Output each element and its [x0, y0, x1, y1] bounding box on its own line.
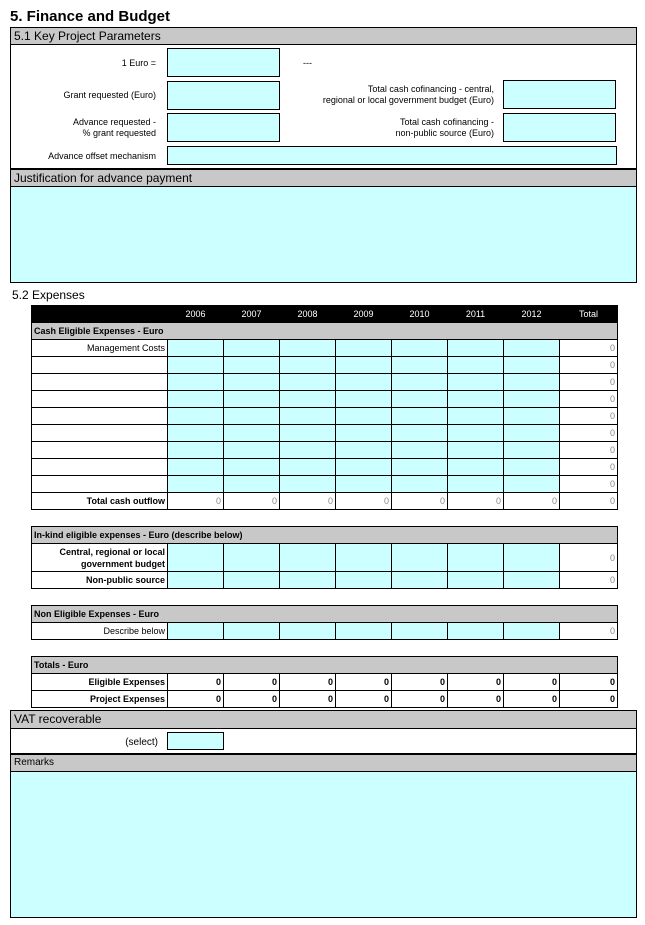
eligible-expenses-row-value-2: 0	[280, 674, 336, 691]
cash-expense-row-3-label	[32, 391, 168, 408]
cash-expense-row-8-input-2011[interactable]	[448, 476, 504, 493]
eligible-expenses-row-value-4: 0	[392, 674, 448, 691]
cash-expense-row-4-input-2006[interactable]	[168, 408, 224, 425]
one-euro-label: 1 Euro =	[121, 58, 156, 68]
one-euro-suffix: ---	[303, 58, 312, 68]
cash-expense-row-0-input-2011[interactable]	[448, 340, 504, 357]
inkind-gov-input-2008[interactable]	[280, 544, 336, 572]
non-eligible-row-input-2009[interactable]	[336, 623, 392, 640]
cash-expense-row-6	[32, 442, 618, 459]
cash-expense-row-0	[32, 340, 618, 357]
inkind-gov-label-line1: Central, regional or local	[59, 546, 165, 557]
cash-expense-row-4-input-2012[interactable]	[504, 408, 560, 425]
header-year-2012: 2012	[504, 306, 560, 323]
cash-expense-row-3-input-2006[interactable]	[168, 391, 224, 408]
cash-expense-row-5-label	[32, 425, 168, 442]
advance-input[interactable]	[167, 113, 280, 142]
total-cash-outflow-row-value-1: 0	[224, 493, 280, 510]
cash-expense-row-2-input-2008[interactable]	[280, 374, 336, 391]
project-expenses-row-value-7: 0	[560, 691, 618, 708]
inkind-nonpublic-row-input-2012[interactable]	[504, 572, 560, 589]
total-cash-outflow-row-value-4: 0	[392, 493, 448, 510]
cash-expense-row-8-input-2009[interactable]	[336, 476, 392, 493]
cofinancing-np-line1: Total cash cofinancing -	[399, 117, 494, 127]
non-eligible-row-input-2012[interactable]	[504, 623, 560, 640]
cash-expense-row-7-total: 0	[560, 459, 618, 476]
cash-expense-row-7-label	[32, 459, 168, 476]
cash-expense-row-6-input-2009[interactable]	[336, 442, 392, 459]
project-expenses-row-value-4: 0	[392, 691, 448, 708]
header-year-2006: 2006	[168, 306, 224, 323]
cofinancing-gov-input[interactable]	[503, 80, 616, 109]
cash-expense-row-7-input-2010[interactable]	[392, 459, 448, 476]
non-eligible-row-total: 0	[560, 623, 618, 640]
non-eligible-group-label: Non Eligible Expenses - Euro	[32, 606, 618, 623]
inkind-gov-total: 0	[560, 544, 618, 572]
cash-expense-row-7	[32, 459, 618, 476]
header-total: Total	[560, 306, 618, 323]
cash-expense-row-8-input-2006[interactable]	[168, 476, 224, 493]
remarks-heading: Remarks	[10, 754, 637, 772]
inkind-nonpublic-row-total: 0	[560, 572, 618, 589]
cash-expense-row-8	[32, 476, 618, 493]
cofinancing-gov-line1: Total cash cofinancing - central,	[367, 84, 494, 94]
non-eligible-row-input-2010[interactable]	[392, 623, 448, 640]
cash-expense-row-5-input-2008[interactable]	[280, 425, 336, 442]
non-eligible-row-label: Describe below	[32, 623, 168, 640]
cash-expense-row-2-total: 0	[560, 374, 618, 391]
vat-select-label: (select)	[125, 737, 158, 748]
cash-expense-row-0-input-2006[interactable]	[168, 340, 224, 357]
non-eligible-row-input-2011[interactable]	[448, 623, 504, 640]
cash-expense-row-1-input-2008[interactable]	[280, 357, 336, 374]
cash-expense-row-0-input-2007[interactable]	[224, 340, 280, 357]
non-eligible-row-input-2006[interactable]	[168, 623, 224, 640]
project-expenses-row	[32, 691, 618, 708]
cash-expense-row-4	[32, 408, 618, 425]
cash-expense-row-7-input-2006[interactable]	[168, 459, 224, 476]
inkind-group-label: In-kind eligible expenses - Euro (describe below)	[32, 527, 618, 544]
inkind-gov-input-2010[interactable]	[392, 544, 448, 572]
cash-expense-row-3-input-2011[interactable]	[448, 391, 504, 408]
cash-expense-row-3-input-2009[interactable]	[336, 391, 392, 408]
cash-expense-row-2-input-2007[interactable]	[224, 374, 280, 391]
cash-expense-row-6-input-2010[interactable]	[392, 442, 448, 459]
vat-heading: VAT recoverable	[10, 710, 637, 729]
inkind-gov-input-2009[interactable]	[336, 544, 392, 572]
table-spacer-2	[32, 589, 618, 606]
advance-label-line2: % grant requested	[82, 128, 156, 138]
eligible-expenses-row-label: Eligible Expenses	[32, 674, 168, 691]
cash-expense-row-6-input-2006[interactable]	[168, 442, 224, 459]
cash-expense-row-6-input-2008[interactable]	[280, 442, 336, 459]
eligible-expenses-row-value-1: 0	[224, 674, 280, 691]
cash-expense-row-4-input-2007[interactable]	[224, 408, 280, 425]
cash-expense-row-2-input-2009[interactable]	[336, 374, 392, 391]
inkind-gov-label	[32, 544, 168, 572]
vat-select[interactable]	[167, 732, 224, 750]
cash-eligible-group-row	[32, 323, 618, 340]
cofinancing-np-input[interactable]	[503, 113, 616, 142]
cofinancing-np-line2: non-public source (Euro)	[395, 128, 494, 138]
cash-expense-row-2-label	[32, 374, 168, 391]
cash-expense-row-1-label	[32, 357, 168, 374]
cash-expense-row-5-input-2009[interactable]	[336, 425, 392, 442]
cash-expense-row-6-total: 0	[560, 442, 618, 459]
inkind-nonpublic-row-input-2009[interactable]	[336, 572, 392, 589]
cash-expense-row-2-input-2010[interactable]	[392, 374, 448, 391]
cash-expense-row-2-input-2006[interactable]	[168, 374, 224, 391]
cash-expense-row-0-total: 0	[560, 340, 618, 357]
inkind-gov-row	[32, 544, 618, 572]
justification-heading: Justification for advance payment	[10, 169, 637, 187]
cash-expense-row-8-input-2012[interactable]	[504, 476, 560, 493]
cash-expense-row-5-input-2011[interactable]	[448, 425, 504, 442]
project-expenses-row-value-5: 0	[448, 691, 504, 708]
cash-expense-row-7-input-2007[interactable]	[224, 459, 280, 476]
cash-expense-row-1-input-2007[interactable]	[224, 357, 280, 374]
project-expenses-row-value-6: 0	[504, 691, 560, 708]
totals-group-row	[32, 657, 618, 674]
total-cash-outflow-row-value-5: 0	[448, 493, 504, 510]
cash-expense-row-5-input-2006[interactable]	[168, 425, 224, 442]
cash-expense-row-1	[32, 357, 618, 374]
non-eligible-row-input-2008[interactable]	[280, 623, 336, 640]
cash-expense-row-4-label	[32, 408, 168, 425]
eligible-expenses-row-value-0: 0	[168, 674, 224, 691]
cash-expense-row-7-input-2009[interactable]	[336, 459, 392, 476]
header-year-2008: 2008	[280, 306, 336, 323]
total-cash-outflow-row-value-7: 0	[560, 493, 618, 510]
key-params-heading: 5.1 Key Project Parameters	[10, 27, 637, 45]
inkind-nonpublic-row-input-2007[interactable]	[224, 572, 280, 589]
project-expenses-row-value-2: 0	[280, 691, 336, 708]
cash-expense-row-6-input-2007[interactable]	[224, 442, 280, 459]
project-expenses-row-label: Project Expenses	[32, 691, 168, 708]
cash-expense-row-2-input-2011[interactable]	[448, 374, 504, 391]
cash-expense-row-0-input-2008[interactable]	[280, 340, 336, 357]
cash-expense-row-0-label: Management Costs	[32, 340, 168, 357]
inkind-gov-input-2011[interactable]	[448, 544, 504, 572]
inkind-nonpublic-row-input-2006[interactable]	[168, 572, 224, 589]
inkind-gov-input-2012[interactable]	[504, 544, 560, 572]
cash-expense-row-7-input-2008[interactable]	[280, 459, 336, 476]
justification-textarea[interactable]	[11, 187, 636, 282]
eligible-expenses-row-value-6: 0	[504, 674, 560, 691]
advance-label	[30, 117, 156, 139]
cash-expense-row-3-input-2007[interactable]	[224, 391, 280, 408]
cash-expense-row-1-input-2011[interactable]	[448, 357, 504, 374]
non-eligible-group-row	[32, 606, 618, 623]
cash-eligible-group-label: Cash Eligible Expenses - Euro	[32, 323, 618, 340]
one-euro-input[interactable]	[167, 48, 280, 77]
grant-input[interactable]	[167, 81, 280, 110]
cash-expense-row-4-input-2009[interactable]	[336, 408, 392, 425]
offset-input[interactable]	[167, 146, 617, 165]
cash-expense-row-1-input-2006[interactable]	[168, 357, 224, 374]
total-cash-outflow-row-value-6: 0	[504, 493, 560, 510]
inkind-gov-input-2007[interactable]	[224, 544, 280, 572]
inkind-gov-label-line2: government budget	[80, 558, 165, 569]
cash-expense-row-3	[32, 391, 618, 408]
non-eligible-row	[32, 623, 618, 640]
total-cash-outflow-row	[32, 493, 618, 510]
cash-expense-row-6-label	[32, 442, 168, 459]
table-spacer-1	[32, 510, 618, 527]
expenses-header-row	[32, 306, 618, 323]
page-title: 5. Finance and Budget	[10, 8, 171, 25]
cash-expense-row-4-input-2011[interactable]	[448, 408, 504, 425]
cash-expense-row-1-input-2012[interactable]	[504, 357, 560, 374]
total-cash-outflow-row-value-2: 0	[280, 493, 336, 510]
header-year-2011: 2011	[448, 306, 504, 323]
cofinancing-gov-line2: regional or local government budget (Euro)	[322, 95, 494, 105]
cash-expense-row-8-input-2007[interactable]	[224, 476, 280, 493]
cash-expense-row-4-input-2010[interactable]	[392, 408, 448, 425]
inkind-group-row	[32, 527, 618, 544]
cash-expense-row-2	[32, 374, 618, 391]
inkind-nonpublic-row-label: Non-public source	[32, 572, 168, 589]
table-spacer-3	[32, 640, 618, 657]
cash-expense-row-0-input-2012[interactable]	[504, 340, 560, 357]
grant-label: Grant requested (Euro)	[63, 90, 156, 100]
cash-expense-row-5-input-2012[interactable]	[504, 425, 560, 442]
cash-expense-row-2-input-2012[interactable]	[504, 374, 560, 391]
cash-expense-row-6-input-2012[interactable]	[504, 442, 560, 459]
expenses-heading: 5.2 Expenses	[12, 288, 85, 302]
inkind-nonpublic-row-input-2008[interactable]	[280, 572, 336, 589]
cash-expense-row-8-label	[32, 476, 168, 493]
cash-expense-row-7-input-2011[interactable]	[448, 459, 504, 476]
non-eligible-row-input-2007[interactable]	[224, 623, 280, 640]
cash-expense-row-5-total: 0	[560, 425, 618, 442]
eligible-expenses-row-value-5: 0	[448, 674, 504, 691]
eligible-expenses-row	[32, 674, 618, 691]
inkind-gov-input-2006[interactable]	[168, 544, 224, 572]
project-expenses-row-value-1: 0	[224, 691, 280, 708]
cofinancing-gov-label	[290, 84, 494, 106]
spacer-cell	[32, 640, 618, 657]
cash-expense-row-5-input-2010[interactable]	[392, 425, 448, 442]
eligible-expenses-row-value-3: 0	[336, 674, 392, 691]
cash-expense-row-1-input-2009[interactable]	[336, 357, 392, 374]
inkind-nonpublic-row-input-2011[interactable]	[448, 572, 504, 589]
expenses-table	[31, 305, 618, 708]
header-year-2010: 2010	[392, 306, 448, 323]
totals-group-label: Totals - Euro	[32, 657, 618, 674]
inkind-nonpublic-row-input-2010[interactable]	[392, 572, 448, 589]
cash-expense-row-4-total: 0	[560, 408, 618, 425]
cash-expense-row-3-input-2008[interactable]	[280, 391, 336, 408]
spacer-cell	[32, 510, 618, 527]
cash-expense-row-8-input-2008[interactable]	[280, 476, 336, 493]
cash-expense-row-5	[32, 425, 618, 442]
cash-expense-row-3-input-2012[interactable]	[504, 391, 560, 408]
cash-expense-row-1-input-2010[interactable]	[392, 357, 448, 374]
cash-expense-row-7-input-2012[interactable]	[504, 459, 560, 476]
header-year-2009: 2009	[336, 306, 392, 323]
cash-expense-row-3-input-2010[interactable]	[392, 391, 448, 408]
header-year-2007: 2007	[224, 306, 280, 323]
total-cash-outflow-row-label: Total cash outflow	[32, 493, 168, 510]
inkind-nonpublic-row	[32, 572, 618, 589]
cofinancing-np-label	[290, 117, 494, 139]
project-expenses-row-value-3: 0	[336, 691, 392, 708]
total-cash-outflow-row-value-3: 0	[336, 493, 392, 510]
project-expenses-row-value-0: 0	[168, 691, 224, 708]
cash-expense-row-6-input-2011[interactable]	[448, 442, 504, 459]
advance-label-line1: Advance requested -	[72, 117, 156, 127]
offset-label: Advance offset mechanism	[48, 151, 156, 161]
cash-expense-row-0-input-2010[interactable]	[392, 340, 448, 357]
cash-expense-row-5-input-2007[interactable]	[224, 425, 280, 442]
remarks-textarea[interactable]	[11, 772, 636, 917]
eligible-expenses-row-value-7: 0	[560, 674, 618, 691]
cash-expense-row-8-input-2010[interactable]	[392, 476, 448, 493]
cash-expense-row-4-input-2008[interactable]	[280, 408, 336, 425]
cash-expense-row-0-input-2009[interactable]	[336, 340, 392, 357]
cash-expense-row-8-total: 0	[560, 476, 618, 493]
header-blank	[32, 306, 168, 323]
total-cash-outflow-row-value-0: 0	[168, 493, 224, 510]
cash-expense-row-1-total: 0	[560, 357, 618, 374]
cash-expense-row-3-total: 0	[560, 391, 618, 408]
spacer-cell	[32, 589, 618, 606]
